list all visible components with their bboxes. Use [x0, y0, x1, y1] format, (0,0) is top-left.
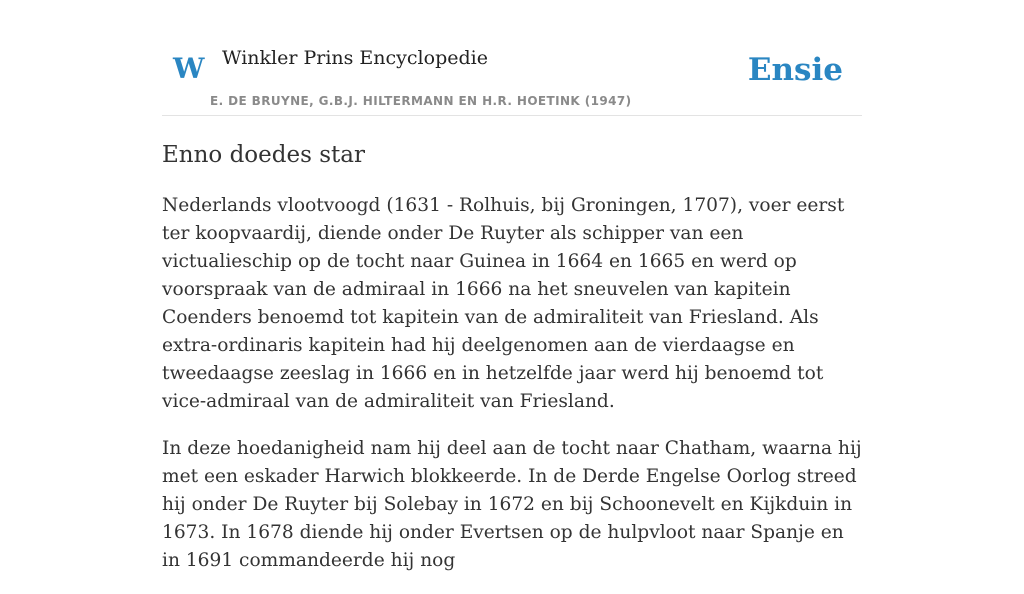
- article-body: [162, 192, 862, 594]
- source-title[interactable]: Winkler Prins Encyclopedie: [222, 47, 488, 69]
- winkler-prins-logo[interactable]: W: [173, 52, 205, 85]
- source-authors: E. DE BRUYNE, G.B.J. HILTERMANN EN H.R. HOETINK (1947): [210, 94, 632, 108]
- article-title: Enno doedes star: [162, 142, 365, 168]
- ensie-logo[interactable]: Ensie: [747, 52, 843, 88]
- article-paragraph-1: Nederlands vlootvoogd (1631 - Rolhuis, bij Groningen, 1707), voer eerst ter koopvaardij, diende onder De Ruyter als schipper van een victualieschip op de tocht naar Guinea in 1664 en 1665 en werd op voorspraak van de admiraal in 1666 na het sneuvelen van kapitein Coenders benoemd tot kapitein van de admiraliteit van Friesland. Als extra-ordinaris kapitein had hij deelgenomen aan de vierdaagse en tweedaagse zeeslag in 1666 en in hetzelfde jaar werd hij benoemd tot vice-admiraal van de admiraliteit van Friesland.: [162, 195, 845, 412]
- header: [162, 40, 862, 116]
- article-paragraph-2: In deze hoedanigheid nam hij deel aan de tocht naar Chatham, waarna hij met een eskader Harwich blokkeerde. In de Derde Engelse Oorlog streed hij onder De Ruyter bij Solebay in 1672 en bij Schoonevelt en Kijkduin in 1673. In 1678 diende hij onder Evertsen op de hulpvloot naar Spanje en in 1691 commandeerde hij nog: [162, 438, 862, 571]
